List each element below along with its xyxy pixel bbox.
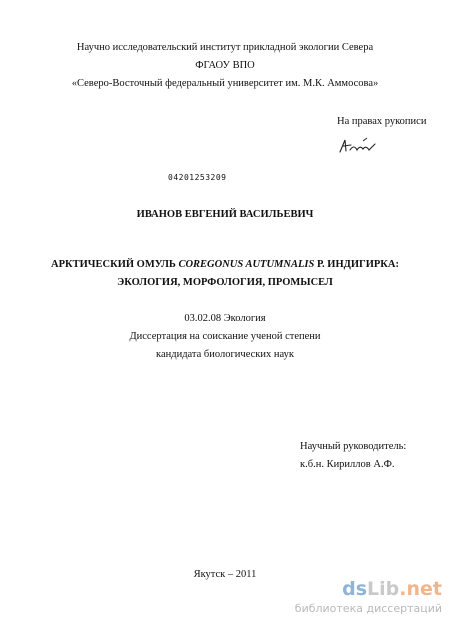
institute-name: Научно исследовательский институт прикладной экологии Севера: [76, 42, 374, 53]
org-form: ФГАОУ ВПО: [195, 60, 255, 71]
dissertation-title-line-1: [0, 258, 450, 271]
dissertation-title-line-2: ЭКОЛОГИЯ, МОРФОЛОГИЯ, ПРОМЫСЕЛ: [117, 277, 333, 288]
university-name: «Северо-Восточный федеральный университет им. М.К. Аммосова»: [71, 78, 379, 89]
specialty-code: 03.02.08 Экология: [184, 313, 266, 324]
rights-note: На правах рукописи: [337, 116, 427, 127]
author-name: ИВАНОВ ЕВГЕНИЙ ВАСИЛЬЕВИЧ: [136, 209, 314, 220]
degree-line-1: Диссертация на соискание ученой степени: [129, 331, 321, 342]
place-year: Якутск – 2011: [193, 569, 257, 580]
supervisor-name: к.б.н. Кириллов А.Ф.: [300, 459, 395, 470]
supervisor-label: Научный руководитель:: [300, 441, 407, 452]
dslib-watermark: [294, 578, 450, 626]
title-part1: АРКТИЧЕСКИЙ ОМУЛЬ: [51, 259, 176, 270]
signature-icon: [337, 136, 379, 156]
watermark-subtitle: библиотека диссертаций: [294, 602, 442, 615]
degree-line-2: кандидата биологических наук: [156, 349, 294, 360]
watermark-logo: dsLib.net: [342, 578, 442, 600]
species-name: COREGONUS AUTUMNALIS: [178, 259, 315, 270]
catalog-number: 04201253209: [168, 173, 227, 182]
title-part2: Р. ИНДИГИРКА:: [316, 259, 399, 270]
